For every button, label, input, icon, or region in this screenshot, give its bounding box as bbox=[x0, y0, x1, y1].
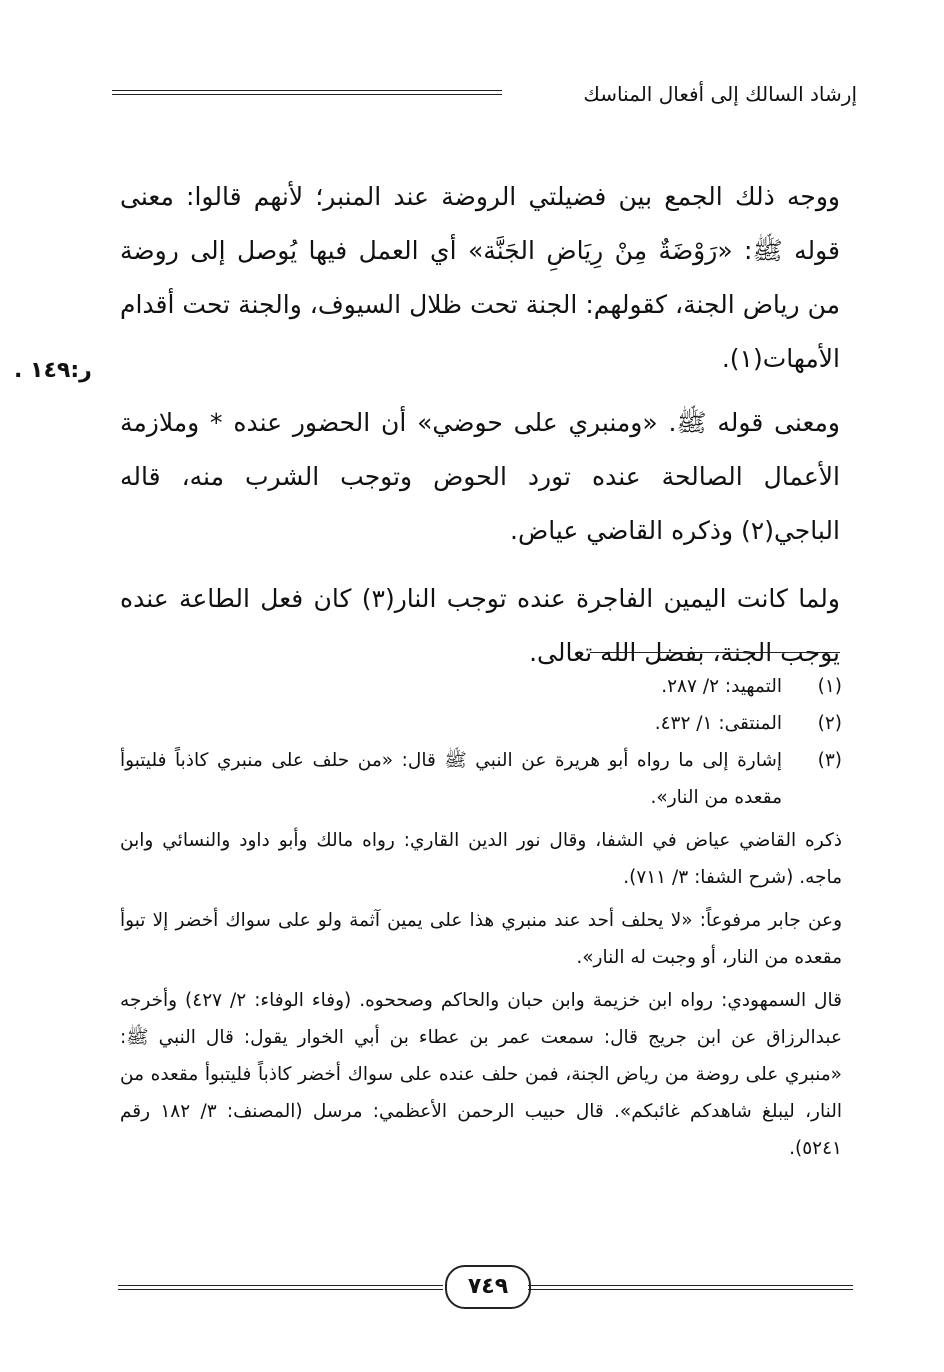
footnote-number: (٣) bbox=[817, 750, 842, 771]
footnote-3-continuation-3: قال السمهودي: رواه ابن خزيمة وابن حبان والحاكم وصححوه. (وفاء الوفاء: ٢/ ٤٢٧) وأخرجه عبدالرزاق عن ابن جريج قال: سمعت عمر بن عطاء بن أبي الخوار يقول: قال النبي ﷺ: «منبري على روضة من رياض الجنة، فمن حلف عنده على سواك أخضر كاذباً فليتبوأ مقعده من النار، ليبلغ شاهدكم غائبكم». قال حبيب الرحمن الأعظمي: مرسل (المصنف: ٣/ ١٨٢ رقم ٥٢٤١). bbox=[120, 990, 842, 1159]
footer-rule-left bbox=[118, 1285, 443, 1290]
page-number: ٧٤٩ bbox=[445, 1265, 531, 1309]
footnote-1 bbox=[120, 668, 842, 705]
footnote-number: (٢) bbox=[817, 713, 842, 734]
footnote-text: إشارة إلى ما رواه أبو هريرة عن النبي ﷺ قال: «من حلف على منبري كاذباً فليتبوأ مقعده من النار». bbox=[120, 750, 782, 808]
footer-rule-right bbox=[528, 1285, 853, 1290]
paragraph-2: ومعنى قوله ﷺ. «ومنبري على حوضي» أن الحضور عنده * وملازمة الأعمال الصالحة عنده تورد الحوض وتوجب الشرب منه، قاله الباجي(٢) وذكره القاضي عياض. bbox=[120, 408, 840, 545]
footnotes bbox=[120, 668, 842, 1167]
footnote-3 bbox=[120, 742, 842, 816]
footnote-2 bbox=[120, 705, 842, 742]
paragraph-3: ولما كانت اليمين الفاجرة عنده توجب النار(٣) كان فعل الطاعة عنده يوجب الجنة، بفضل الله تعالى. bbox=[120, 584, 840, 667]
footnote-3-continuation-1: ذكره القاضي عياض في الشفا، وقال نور الدين القاري: رواه مالك وأبو داود والنسائي وابن ماجه. (شرح الشفا: ٣/ ٧١١). bbox=[120, 830, 842, 888]
footnote-3-continuation-2: وعن جابر مرفوعاً: «لا يحلف أحد عند منبري هذا على يمين آثمة ولو على سواك أخضر إلا تبوأ مقعده من النار، أو وجبت له النار». bbox=[120, 910, 842, 968]
footnote-separator bbox=[590, 652, 840, 653]
header-title: إرشاد السالك إلى أفعال المناسك bbox=[583, 82, 857, 106]
header-rule bbox=[112, 90, 502, 95]
footnote-text: المنتقى: ١/ ٤٣٢. bbox=[654, 713, 782, 734]
page-footer bbox=[118, 1265, 853, 1315]
footnote-number: (١) bbox=[817, 676, 842, 697]
running-header bbox=[112, 78, 857, 118]
margin-reference: ر:١٤٩ . bbox=[14, 358, 92, 383]
paragraph-1: ووجه ذلك الجمع بين فضيلتي الروضة عند المنبر؛ لأنهم قالوا: معنى قوله ﷺ: «رَوْضَةٌ مِنْ رِيَاضِ الجَنَّة» أي العمل فيها يُوصل إلى روضة من رياض الجنة، كقولهم: الجنة تحت ظلال السيوف، والجنة تحت أقدام الأمهات(١). bbox=[120, 182, 840, 373]
main-text bbox=[120, 170, 840, 694]
footnote-text: التمهيد: ٢/ ٢٨٧. bbox=[661, 676, 782, 697]
